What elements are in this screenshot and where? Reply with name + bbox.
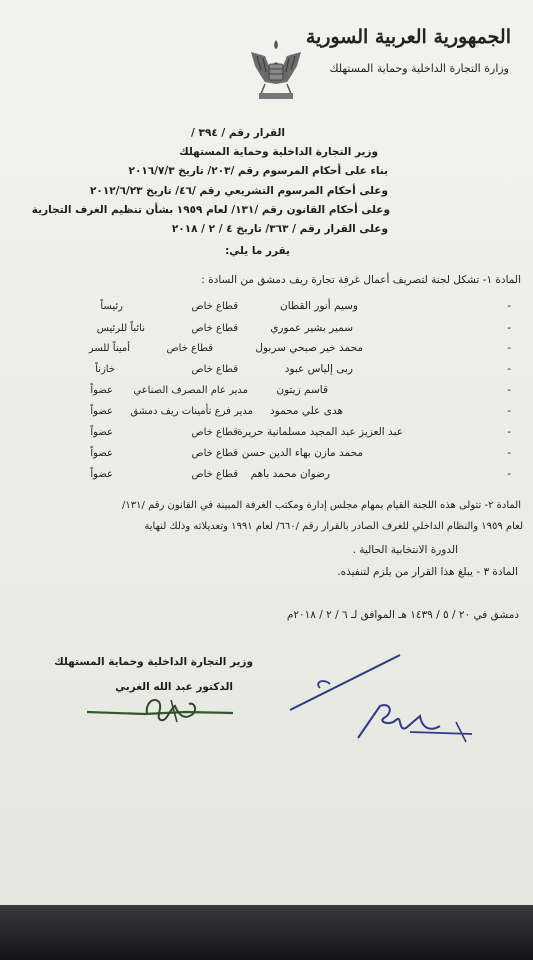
member-role: أميناً للسر	[88, 343, 130, 354]
member-role: خازناً	[95, 364, 115, 375]
member-dash: -	[507, 426, 511, 438]
member-name: سمير بشير عموري	[270, 322, 353, 334]
member-name: وسيم أنور القطان	[280, 300, 358, 312]
member-dash: -	[507, 363, 511, 375]
member-name: محمد خير صبحي سربول	[255, 342, 363, 354]
preamble-line-2: وعلى أحكام المرسوم التشريعي رقم /٤٦/ تاريخ ٢٠١٢/٦/٢٣	[90, 185, 388, 197]
member-role: عضواً	[90, 427, 113, 438]
member-sector: قطاع خاص	[191, 427, 238, 438]
member-name: محمد مازن بهاء الدين حسن	[241, 447, 363, 459]
article2-line-2: لعام ١٩٥٩ والنظام الداخلي للغرف الصادر بالقرار رقم /٦٦٠/ لعام ١٩٩١ وتعديلاته وذلك لنهاية	[144, 521, 523, 532]
signatory-title: وزير التجارة الداخلية وحماية المستهلك	[54, 656, 253, 668]
member-name: هدى علي محمود	[269, 405, 343, 417]
photo-background-strip	[0, 905, 533, 960]
decision-number: القرار رقم / ٣٩٤ /	[191, 127, 285, 139]
decides-line: يقرر ما يلي:	[225, 245, 290, 257]
member-role: عضواً	[90, 469, 113, 480]
member-sector: قطاع خاص	[191, 448, 238, 459]
member-role: عضواً	[90, 448, 113, 459]
syrian-eagle-emblem-icon	[247, 36, 305, 102]
member-name: عبد العزيز عبد المجيد مسلمانية حريرة	[237, 426, 403, 438]
preamble-line-1: بناء على أحكام المرسوم رقم /٢٠٣/ تاريخ ٢٠١٦/٧/٣	[128, 165, 388, 177]
member-name: رضوان محمد باهم	[250, 468, 330, 480]
member-sector: قطاع خاص	[166, 343, 213, 354]
date-line: دمشق في ٢٠ / ٥ / ١٤٣٩ هـ الموافق لـ ٦ / ٢ / ٢٠١٨م	[286, 609, 519, 621]
article2-line-1: المادة ٢- تتولى هذه اللجنة القيام بمهام مجلس إدارة ومكتب الغرفة المبينة في القانون رقم /١٣١/	[122, 500, 521, 511]
member-sector: قطاع خاص	[191, 364, 238, 375]
minister-title-header: وزير التجارة الداخلية وحماية المستهلك	[179, 146, 378, 158]
republic-heading: الجمهورية العربية السورية	[305, 26, 511, 48]
member-role: عضواً	[90, 385, 113, 396]
member-dash: -	[507, 342, 511, 354]
member-name: قاسم زيتون	[276, 384, 328, 396]
article2-line-3: الدورة الانتخابية الحالية .	[352, 544, 458, 556]
member-dash: -	[507, 468, 511, 480]
member-sector: مدير عام المصرف الصناعي	[133, 385, 248, 396]
member-dash: -	[507, 300, 511, 312]
member-sector: قطاع خاص	[191, 469, 238, 480]
signatory-name: الدكتور عبد الله الغربي	[115, 681, 233, 693]
member-dash: -	[507, 384, 511, 396]
ministry-heading: وزارة التجارة الداخلية وحماية المستهلك	[329, 62, 509, 75]
member-dash: -	[507, 405, 511, 417]
article1-title: المادة ١- تشكل لجنة لتصريف أعمال غرفة تجارة ريف دمشق من السادة :	[201, 274, 521, 286]
member-role: رئيساً	[100, 301, 123, 312]
member-role: نائباً للرئيس	[96, 323, 145, 334]
member-name: ربى إلياس عبود	[284, 363, 353, 375]
article3: المادة ٣ - يبلغ هذا القرار من يلزم لتنفيذه.	[337, 566, 518, 578]
member-role: عضواً	[90, 406, 113, 417]
second-signature-icon	[350, 698, 480, 748]
member-sector: قطاع خاص	[191, 301, 238, 312]
preamble-line-3: وعلى أحكام القانون رقم /١٣١/ لعام ١٩٥٩ بشأن تنظيم الغرف التجارية	[31, 204, 390, 216]
member-dash: -	[507, 322, 511, 334]
member-sector: مدير فرع تأمينات ريف دمشق	[130, 406, 253, 417]
member-sector: قطاع خاص	[191, 323, 238, 334]
preamble-line-4: وعلى القرار رقم / ٣٦٣/ تاريخ ٤ / ٢ / ٢٠١٨	[171, 223, 388, 235]
member-dash: -	[507, 447, 511, 459]
minister-signature-icon	[85, 692, 235, 732]
